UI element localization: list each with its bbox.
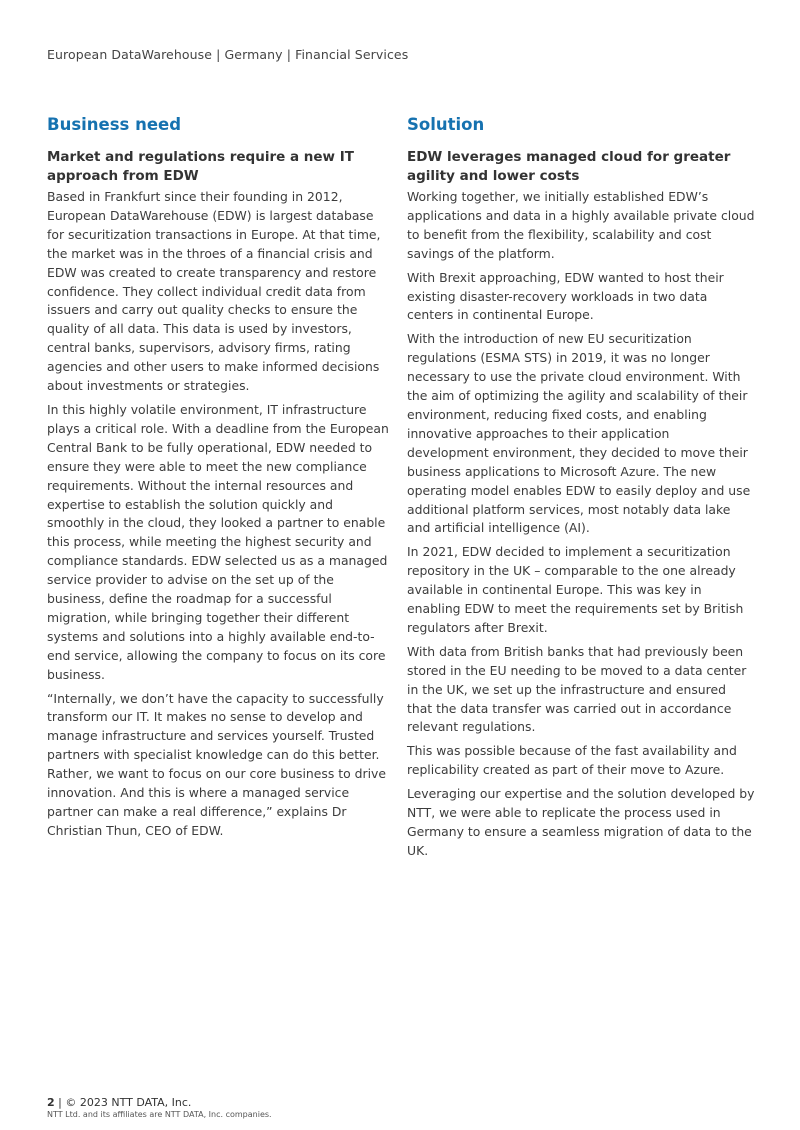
footer-separator: | [54,1096,66,1109]
footer-disclaimer: NTT Ltd. and its affiliates are NTT DATA, Inc. companies. [47,1110,272,1119]
solution-paragraph-6: This was possible because of the fast availability and replicability created as part of their move to Azure. [407,743,737,778]
business-need-title: Business need [47,115,182,134]
solution-paragraph-3: With the introduction of new EU securitization regulations (ESMA STS) in 2019, it was no longer necessary to use the private cloud environment. With the aim of optimizing the agility and scalability of their environment, reducing fixed costs, and enabling innovative approaches to their application development environment, they decided to move their business applications to Microsoft Azure. The new operating model enables EDW to easily deploy and use additional platform services, most notably data lake and artificial intelligence (AI). [407,331,751,536]
page-number: 2 [47,1096,55,1109]
solution-paragraph-7: Leveraging our expertise and the solution developed by NTT, we were able to replicate the process used in Germany to ensure a seamless migration of data to the UK. [407,786,755,858]
page-header: European DataWarehouse | Germany | Financial Services [47,47,409,62]
footer-copyright-line [47,1096,272,1109]
solution-paragraph-4: In 2021, EDW decided to implement a securitization repository in the UK – comparable to the one already available in continental Europe. This was key in enabling EDW to meet the requirements set by British regulators after Brexit. [407,544,744,635]
solution-subheading: EDW leverages managed cloud for greater agility and lower costs [407,149,731,184]
business-need-paragraph-2: In this highly volatile environment, IT infrastructure plays a critical role. With a deadline from the European Central Bank to be fully operational, EDW needed to ensure they were able to meet the new compliance requirements. Without the internal resources and expertise to establish the solution quickly and smoothly in the cloud, they looked a partner to enable this process, while meeting the highest security and compliance standards. EDW selected us as a managed service provider to advise on the set up of the business, define the roadmap for a successful migration, while bringing together their different systems and solutions into a highly available end-to-end service, allowing the company to focus on its core business. [47,401,389,682]
solution-paragraph-2: With Brexit approaching, EDW wanted to host their existing disaster-recovery workloads in two data centers in continental Europe. [407,269,724,323]
business-need-quote: “Internally, we don’t have the capacity to successfully transform our IT. It makes no sense to develop and manage infrastructure and services yourself. Trusted partners with specialist knowledge can do this better. Rather, we want to focus on our core business to drive innovation. And this is where a managed service partner can make a real difference,” explains Dr Christian Thun, CEO of EDW. [47,690,386,838]
page-footer [47,1096,272,1120]
footer-copyright: © 2023 NTT DATA, Inc. [65,1096,192,1109]
solution-title: Solution [407,115,485,134]
business-need-column [47,114,392,846]
solution-paragraph-1: Working together, we initially established EDW’s applications and data in a highly available private cloud to benefit from the flexibility, scalability and cost savings of the platform. [407,189,755,261]
business-need-paragraph-1: Based in Frankfurt since their founding in 2012, European DataWarehouse (EDW) is largest database for securitization transactions in Europe. At that time, the market was in the throes of a financial crisis and EDW was created to create transparency and restore confidence. They collect individual credit data from issuers and carry out quality checks to ensure the quality of all data. This data is used by investors, central banks, supervisors, advisory firms, rating agencies and other users to make informed decisions about investments or strategies. [47,189,381,394]
solution-column [407,114,755,866]
solution-paragraph-5: With data from British banks that had previously been stored in the EU needing to be moved to a data center in the UK, we set up the infrastructure and ensured that the data transfer was carried out in accordance relevant regulations. [407,643,747,735]
business-need-subheading: Market and regulations require a new IT approach from EDW [47,149,354,184]
